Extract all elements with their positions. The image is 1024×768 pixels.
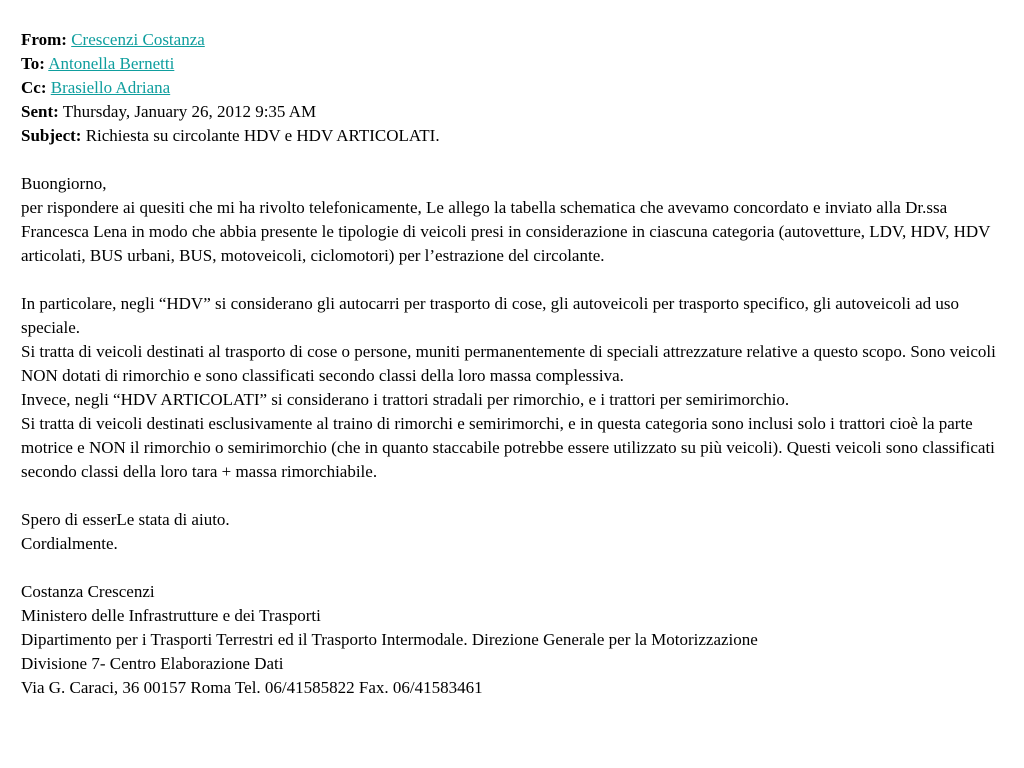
email-document [21, 28, 1011, 700]
spacer [21, 268, 1011, 292]
signature-division: Divisione 7- Centro Elaborazione Dati [21, 654, 284, 673]
signature-block [21, 580, 1011, 700]
signature-ministry: Ministero delle Infrastrutture e dei Trasporti [21, 606, 321, 625]
closing-line-1: Spero di esserLe stata di aiuto. [21, 510, 230, 529]
greeting: Buongiorno, [21, 174, 107, 193]
sent-date: Thursday, January 26, 2012 9:35 AM [62, 102, 317, 121]
cc-label: Cc: [21, 78, 47, 97]
sent-line [21, 100, 1011, 124]
cc-line [21, 76, 1011, 100]
body-paragraph-5: Si tratta di veicoli destinati esclusivamente al traino di rimorchi e semirimorchi, e in questa categoria sono inclusi solo i trattori cioè la parte motrice e NON il rimorchio o semirimorchio (che in quanto staccabile potrebbe essere utilizzato su più veicoli). Questi veicoli sono classificati secondo classi della loro tara + massa rimorchiabile. [21, 414, 995, 481]
from-line [21, 28, 1011, 52]
body-paragraph-1: per rispondere ai quesiti che mi ha rivolto telefonicamente, Le allego la tabella schematica che avevamo concordato e inviato alla Dr.ssa Francesca Lena in modo che abbia presente le tipologie di veicoli presi in considerazione in ciascuna categoria (autovetture, LDV, HDV, HDV articolati, BUS urbani, BUS, motoveicoli, ciclomotori) per l’estrazione del circolante. [21, 198, 991, 265]
spacer [21, 148, 1011, 172]
subject-line [21, 124, 1011, 148]
from-label: From: [21, 30, 67, 49]
closing-line-2: Cordialmente. [21, 534, 118, 553]
body-paragraph-4: Invece, negli “HDV ARTICOLATI” si considerano i trattori stradali per rimorchio, e i trattori per semirimorchio. [21, 390, 790, 409]
signature-department: Dipartimento per i Trasporti Terrestri ed il Trasporto Intermodale. Direzione Generale per la Motorizzazione [21, 630, 758, 649]
spacer [21, 484, 1011, 508]
to-label: To: [21, 54, 45, 73]
body-paragraph-2: In particolare, negli “HDV” si considerano gli autocarri per trasporto di cose, gli autoveicoli per trasporto specifico, gli autoveicoli ad uso speciale. [21, 294, 959, 337]
body-paragraph-3: Si tratta di veicoli destinati al trasporto di cose o persone, muniti permanentemente di speciali attrezzature relative a questo scopo. Sono veicoli NON dotati di rimorchio e sono classificati secondo classi della loro massa complessiva. [21, 342, 996, 385]
signature-address: Via G. Caraci, 36 00157 Roma Tel. 06/41585822 Fax. 06/41583461 [21, 678, 483, 697]
spacer [21, 556, 1011, 580]
from-contact-link[interactable]: Crescenzi Costanza [71, 30, 205, 49]
cc-contact-link[interactable]: Brasiello Adriana [50, 78, 171, 97]
subject-text: Richiesta su circolante HDV e HDV ARTICOLATI. [85, 126, 440, 145]
sent-label: Sent: [21, 102, 59, 121]
signature-name: Costanza Crescenzi [21, 582, 155, 601]
to-line [21, 52, 1011, 76]
subject-label: Subject: [21, 126, 82, 145]
to-contact-link[interactable]: Antonella Bernetti [48, 54, 175, 73]
